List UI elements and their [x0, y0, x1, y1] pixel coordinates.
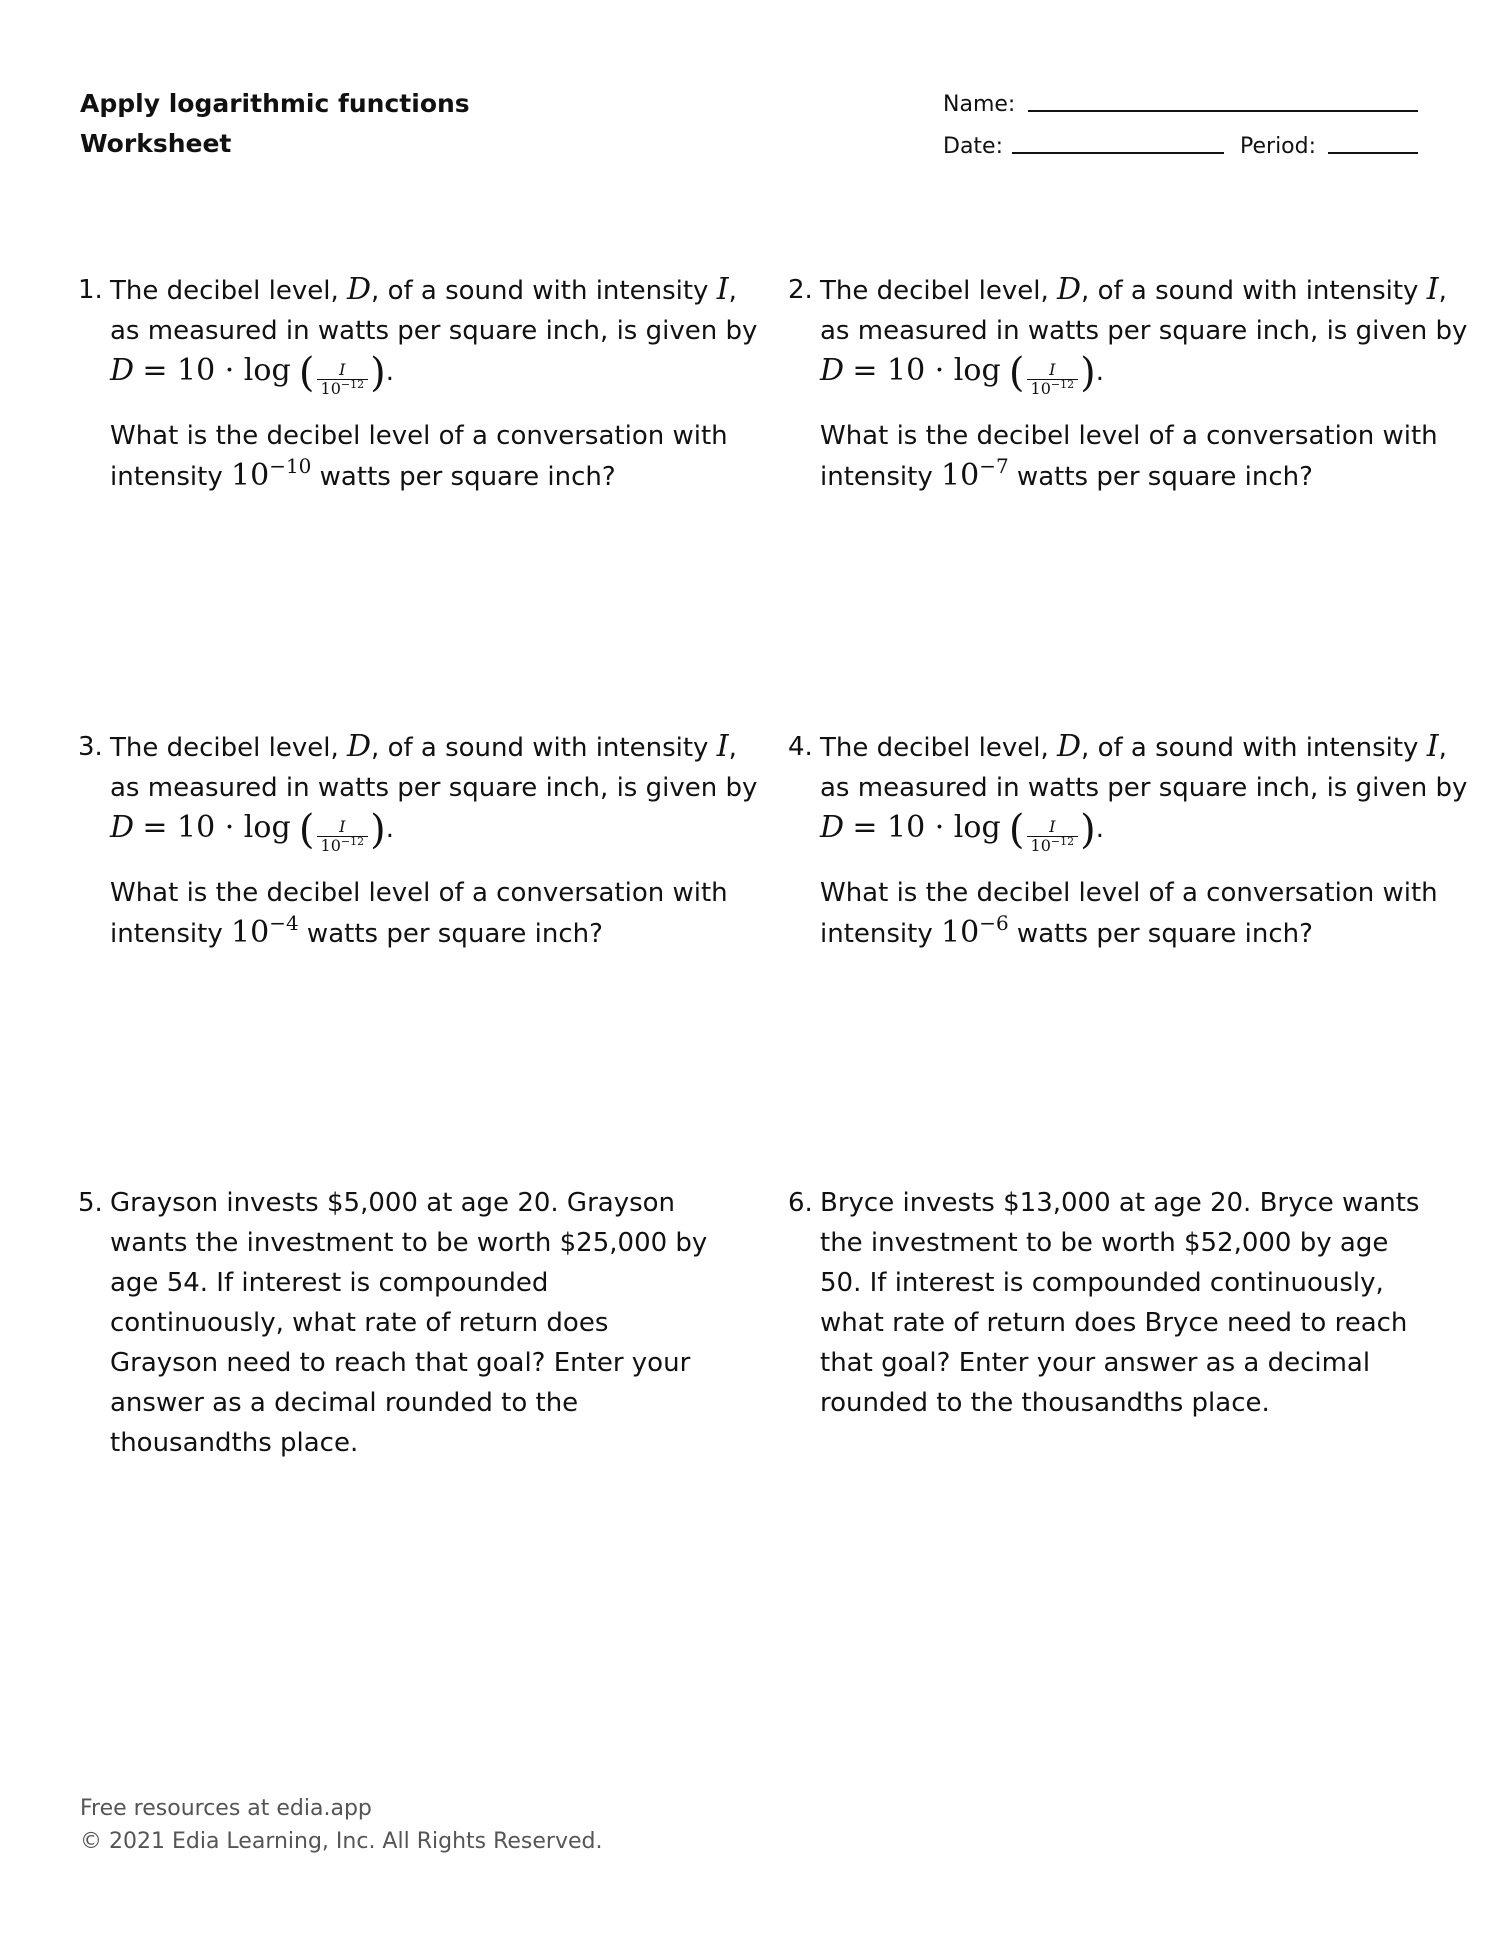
name-label: Name:: [943, 92, 1016, 117]
problem-4: [788, 727, 1470, 954]
problem-question: What is the decibel level of a conversation with intensity $10^{-10}$ watts per square inch?: [110, 421, 728, 493]
problem-text: Grayson invests $5,000 at age 20. Grayson wants the investment to be worth $25,000 by age 54. If interest is compounded continuously, what rate of return does Grayson need to reach that goal? Enter your answer as a decimal rounded to the thousandths place.: [110, 1188, 708, 1458]
problem-line-2: as measured in watts per square inch, is given by: [820, 773, 1468, 803]
decibel-formula: D = 10 · log ( $\frac{I}{10^{-12}}$ ).: [820, 350, 1104, 398]
decibel-formula: D = 10 · log ( $\frac{I}{10^{-12}}$ ).: [110, 807, 394, 855]
problem-question: What is the decibel level of a conversation with intensity $10^{-6}$ watts per square inch?: [820, 878, 1438, 950]
footer-copyright: © 2021 Edia Learning, Inc. All Rights Reserved.: [80, 1829, 603, 1854]
problem-intro: The decibel level, D, of a sound with intensity I,: [110, 272, 737, 307]
problem-number: 1.: [78, 275, 103, 305]
fraction: $\frac{I}{10^{-12}}$: [1027, 818, 1079, 855]
footer-resources: Free resources at edia.app: [80, 1796, 372, 1821]
problem-3: [78, 727, 760, 954]
title-line-1: Apply logarithmic functions: [80, 89, 470, 118]
problem-6: [788, 1183, 1430, 1423]
problem-text: Bryce invests $13,000 at age 20. Bryce wants the investment to be worth $52,000 by age 50. If interest is compounded continuously, what rate of return does Bryce need to reach that goal? Enter your answer as a decimal rounded to the thousandths place.: [820, 1188, 1420, 1418]
period-line[interactable]: [1328, 152, 1418, 154]
problem-line-2: as measured in watts per square inch, is given by: [820, 316, 1468, 346]
problem-intro: The decibel level, D, of a sound with intensity I,: [820, 729, 1447, 764]
decibel-formula: D = 10 · log ( $\frac{I}{10^{-12}}$ ).: [820, 807, 1104, 855]
problem-question: What is the decibel level of a conversation with intensity $10^{-7}$ watts per square inch?: [820, 421, 1438, 493]
problem-intro: The decibel level, D, of a sound with intensity I,: [110, 729, 737, 764]
problem-number: 3.: [78, 732, 103, 762]
date-line[interactable]: [1012, 152, 1224, 154]
problem-number: 4.: [788, 732, 813, 762]
fraction: $\frac{I}{10^{-12}}$: [1027, 361, 1079, 398]
problem-5: [78, 1183, 720, 1463]
title-line-2: Worksheet: [80, 129, 232, 158]
problem-number: 5.: [78, 1188, 103, 1218]
problem-line-2: as measured in watts per square inch, is given by: [110, 773, 758, 803]
problem-line-2: as measured in watts per square inch, is given by: [110, 316, 758, 346]
problem-intro: The decibel level, D, of a sound with intensity I,: [820, 272, 1447, 307]
decibel-formula: D = 10 · log ( $\frac{I}{10^{-12}}$ ).: [110, 350, 394, 398]
problem-question: What is the decibel level of a conversation with intensity $10^{-4}$ watts per square inch?: [110, 878, 728, 950]
worksheet-title: [80, 84, 470, 164]
problem-1: [78, 270, 760, 497]
period-label: Period:: [1240, 134, 1317, 159]
fraction: $\frac{I}{10^{-12}}$: [317, 818, 369, 855]
name-line[interactable]: [1028, 110, 1418, 112]
fraction: $\frac{I}{10^{-12}}$: [317, 361, 369, 398]
problem-2: [788, 270, 1470, 497]
date-label: Date:: [943, 134, 1003, 159]
problem-number: 6.: [788, 1188, 813, 1218]
problem-number: 2.: [788, 275, 813, 305]
